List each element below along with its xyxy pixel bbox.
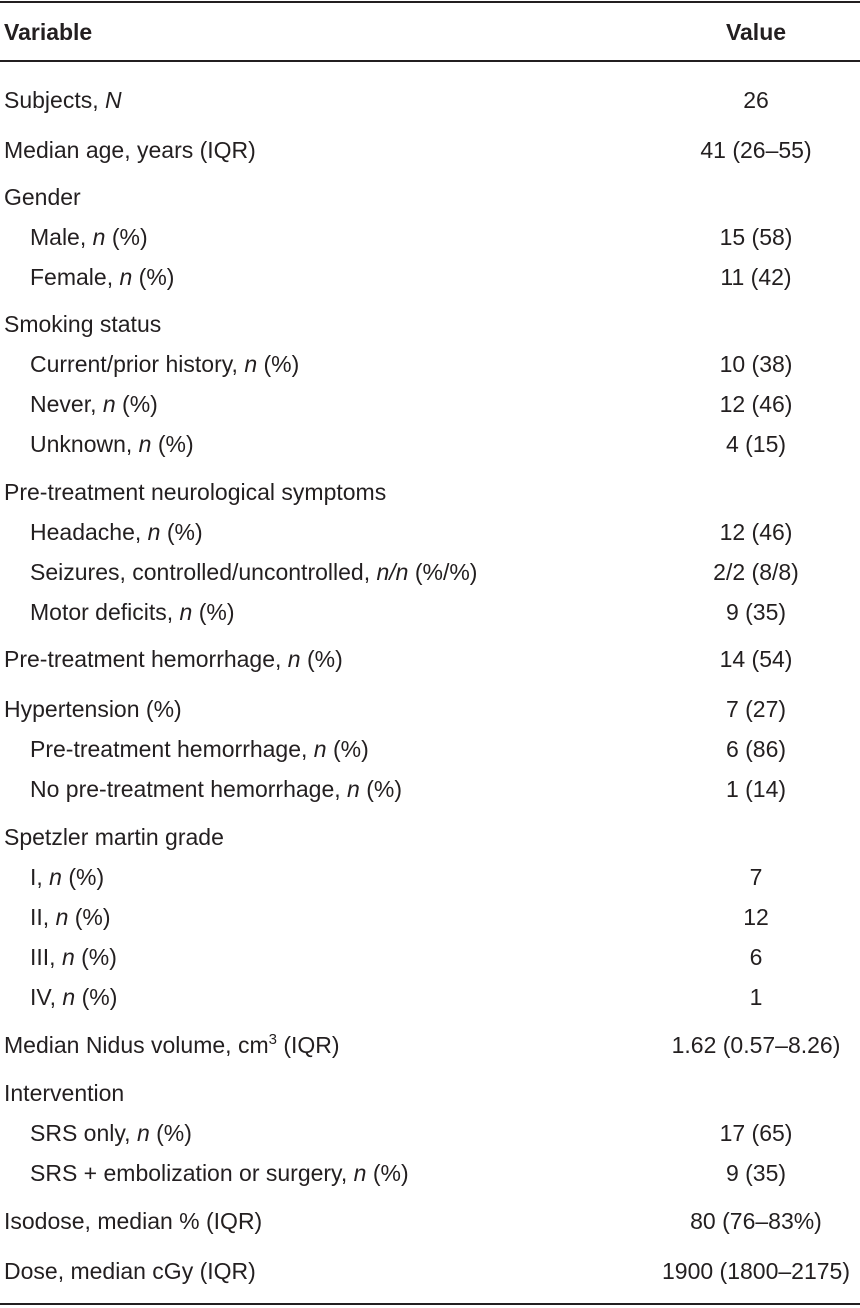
table-row (0, 1027, 860, 1063)
table-row (0, 259, 860, 295)
table-row (0, 554, 860, 590)
header-variable: Variable (4, 19, 93, 45)
table-row (0, 1155, 860, 1191)
row-label-suffix: (%) (257, 351, 300, 377)
table-row (0, 899, 860, 935)
table-row (0, 306, 860, 342)
row-label-text: II, (30, 904, 56, 930)
row-label-italic: n (347, 776, 360, 802)
row-label-text: Never, (30, 391, 103, 417)
row-label (4, 691, 182, 727)
row-label-text: IV, (30, 984, 63, 1010)
row-label (30, 859, 104, 895)
row-value: 6 (86) (725, 736, 787, 762)
row-label-italic: n (138, 431, 152, 457)
row-label-italic: n (244, 351, 258, 377)
row-label-italic: n (147, 519, 161, 545)
bottom-rule (0, 1303, 860, 1305)
row-label-text: Pre-treatment hemorrhage, (30, 736, 314, 762)
row-label-text: Unknown, (30, 431, 139, 457)
table-row (0, 219, 860, 255)
row-label (30, 731, 369, 767)
row-label-italic: n (136, 1120, 150, 1146)
table-row (0, 82, 860, 118)
row-value: 12 (46) (719, 519, 793, 545)
table-row (0, 474, 860, 510)
row-label (30, 426, 194, 462)
row-label-text: Female, (30, 264, 120, 290)
row-label-italic: n (49, 864, 62, 890)
row-label (4, 819, 224, 855)
row-value: 12 (46) (719, 391, 793, 417)
row-label (30, 1115, 192, 1151)
row-label (4, 1027, 340, 1063)
row-label-text: Male, (30, 224, 93, 250)
header-value: Value (725, 19, 787, 45)
row-label-text: Pre-treatment neurological symptoms (4, 479, 387, 505)
row-label-suffix: (%) (75, 984, 118, 1010)
row-label (4, 1075, 124, 1111)
row-value: 41 (26–55) (700, 137, 812, 163)
row-label-italic: n (55, 904, 69, 930)
row-label-text: Dose, median cGy (IQR) (4, 1258, 256, 1284)
row-label (30, 346, 299, 382)
row-label-italic: n (353, 1160, 367, 1186)
table-row (0, 386, 860, 422)
top-rule (0, 1, 860, 3)
table-row (0, 346, 860, 382)
table-row (0, 132, 860, 168)
row-label-text: Seizures, controlled/uncontrolled, (30, 559, 377, 585)
table-row (0, 1253, 860, 1289)
row-value: 17 (65) (719, 1120, 793, 1146)
row-label-text: Headache, (30, 519, 148, 545)
row-value: 9 (35) (725, 599, 787, 625)
table-row (0, 641, 860, 677)
row-label (4, 474, 386, 510)
row-label (30, 386, 158, 422)
table-row (0, 859, 860, 895)
row-label (30, 939, 117, 975)
row-label-text: Intervention (4, 1080, 125, 1106)
row-label-text: SRS only, (30, 1120, 137, 1146)
row-label-text: No pre-treatment hemorrhage, (30, 776, 348, 802)
row-label-italic: n (119, 264, 133, 290)
row-label-italic: n (61, 944, 75, 970)
row-label (30, 219, 148, 255)
row-label-text: Pre-treatment hemorrhage, (4, 646, 288, 672)
row-label-suffix: (%) (192, 599, 235, 625)
row-label-suffix: (%) (105, 224, 148, 250)
row-value: 4 (15) (725, 431, 787, 457)
table-row (0, 1203, 860, 1239)
row-label-superscript: 3 (268, 1031, 277, 1048)
row-label-italic: n (62, 984, 76, 1010)
table-row (0, 514, 860, 550)
row-label (4, 179, 81, 215)
row-value: 26 (743, 87, 769, 113)
row-label (4, 1203, 262, 1239)
row-value: 80 (76–83%) (690, 1208, 822, 1234)
row-label (30, 514, 203, 550)
row-label-text: Smoking status (4, 311, 162, 337)
row-label (4, 306, 161, 342)
row-label (30, 979, 117, 1015)
row-label (30, 771, 402, 807)
table-row (0, 1075, 860, 1111)
table-row (0, 594, 860, 630)
row-label-suffix: (%) (61, 864, 105, 890)
row-label-suffix: (IQR) (276, 1032, 340, 1058)
row-label (4, 1253, 256, 1289)
row-value: 2/2 (8/8) (713, 559, 799, 585)
row-value: 14 (54) (719, 646, 793, 672)
row-label-text: Gender (4, 184, 81, 210)
row-label-italic: N (105, 87, 122, 113)
row-value: 7 (749, 864, 763, 890)
row-label-text: SRS + embolization or surgery, (30, 1160, 354, 1186)
row-label-text: I, (30, 864, 50, 890)
row-label-text: Current/prior history, (30, 351, 245, 377)
row-label-italic: n (313, 736, 327, 762)
row-label (4, 132, 256, 168)
table-row (0, 1115, 860, 1151)
table-row (0, 731, 860, 767)
table-row (0, 771, 860, 807)
row-label (30, 1155, 409, 1191)
row-label-text: Subjects, (4, 87, 105, 113)
table-row (0, 939, 860, 975)
row-value: 10 (38) (719, 351, 793, 377)
row-value: 15 (58) (719, 224, 793, 250)
row-label-italic: n (287, 646, 301, 672)
table-row (0, 819, 860, 855)
row-label-text: Motor deficits, (30, 599, 180, 625)
row-label-text: Isodose, median % (IQR) (4, 1208, 263, 1234)
row-label-suffix: (%) (160, 519, 203, 545)
row-value: 6 (749, 944, 763, 970)
row-label-suffix: (%) (300, 646, 343, 672)
row-label-italic: n (92, 224, 106, 250)
row-label-italic: n/n (376, 559, 409, 585)
row-label-text: Spetzler martin grade (4, 824, 224, 850)
row-label-text: Hypertension (%) (4, 696, 182, 722)
row-label-suffix: (%) (359, 776, 403, 802)
table-row (0, 691, 860, 727)
row-label (30, 554, 477, 590)
row-label (30, 259, 174, 295)
row-label-suffix: (%) (74, 944, 117, 970)
row-label-italic: n (179, 599, 193, 625)
row-label-text: Median Nidus volume, cm (4, 1032, 269, 1058)
row-label-suffix: (%) (326, 736, 369, 762)
row-label (30, 899, 111, 935)
row-label-suffix: (%) (149, 1120, 192, 1146)
table-header (0, 14, 860, 50)
row-value: 1.62 (0.57–8.26) (671, 1032, 841, 1058)
row-value: 7 (27) (725, 696, 787, 722)
row-label-suffix: (%) (366, 1160, 409, 1186)
row-value: 12 (743, 904, 769, 930)
row-label-suffix: (%) (132, 264, 175, 290)
row-label-italic: n (102, 391, 116, 417)
row-label-suffix: (%/%) (408, 559, 478, 585)
row-value: 11 (42) (720, 264, 792, 290)
row-label-suffix: (%) (115, 391, 158, 417)
row-label (4, 641, 343, 677)
row-value: 1900 (1800–2175) (662, 1258, 850, 1284)
row-value: 1 (749, 984, 763, 1010)
row-label-text: III, (30, 944, 62, 970)
row-label (4, 82, 122, 118)
table-row (0, 979, 860, 1015)
table-row (0, 426, 860, 462)
row-value: 9 (35) (725, 1160, 787, 1186)
row-value: 1 (14) (725, 776, 787, 802)
row-label-text: Median age, years (IQR) (4, 137, 256, 163)
row-label-suffix: (%) (68, 904, 111, 930)
header-rule (0, 60, 860, 62)
row-label (30, 594, 235, 630)
table-row (0, 179, 860, 215)
row-label-suffix: (%) (151, 431, 194, 457)
